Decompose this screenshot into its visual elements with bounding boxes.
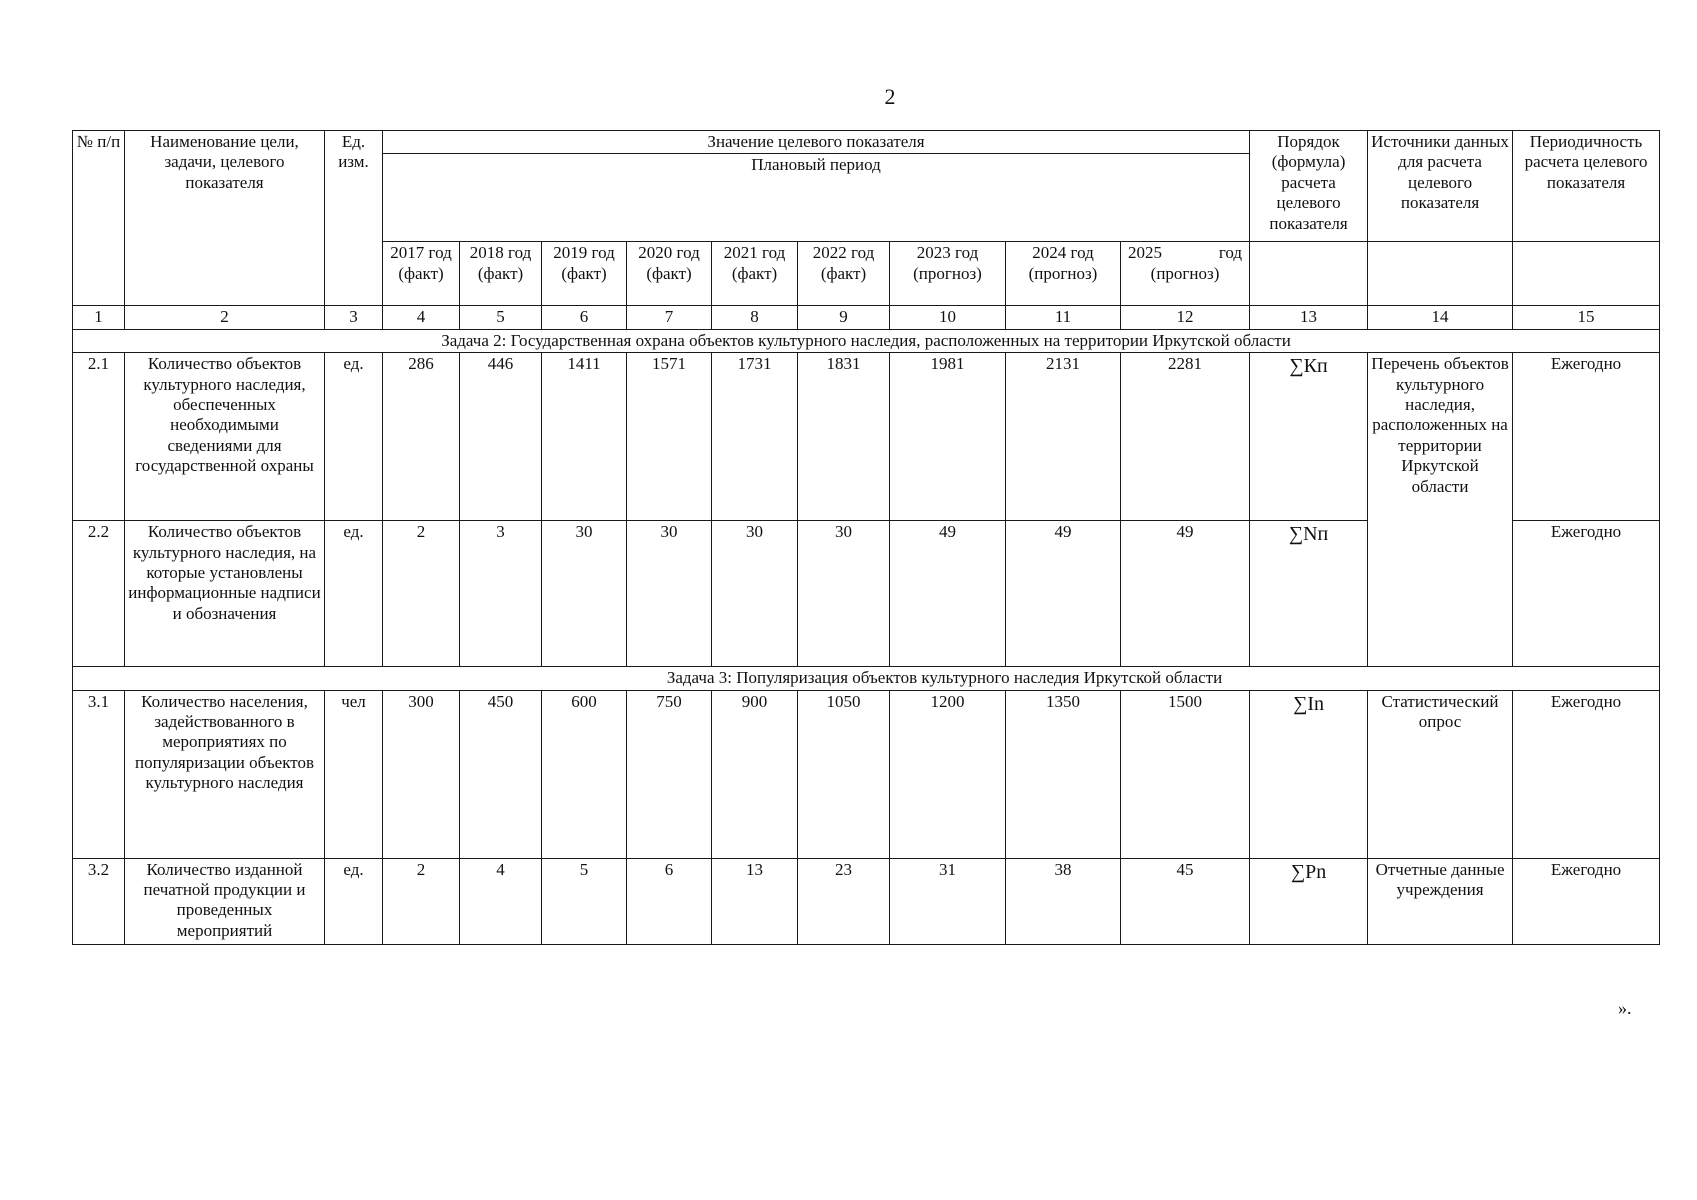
year-2021: 2021 год (факт) bbox=[712, 242, 798, 306]
header-name: Наименование цели, задачи, целевого показателя bbox=[125, 131, 325, 306]
task3-title-row bbox=[73, 667, 1660, 690]
row-formula: ∑Nп bbox=[1250, 521, 1368, 667]
row-no: 2.1 bbox=[73, 353, 125, 521]
row-unit: ед. bbox=[325, 353, 383, 521]
row-source: Статистический опрос bbox=[1368, 690, 1513, 858]
header-planned-period: Плановый период bbox=[383, 154, 1250, 242]
row-name: Количество объектов культурного наследия, обеспеченных необходимыми сведениями для государственной охраны bbox=[125, 353, 325, 521]
year-2017: 2017 год (факт) bbox=[383, 242, 460, 306]
row-periodicity: Ежегодно bbox=[1513, 353, 1660, 521]
row-unit: чел bbox=[325, 690, 383, 858]
table-row: 3.1 Количество населения, задействованного в мероприятиях по популяризации объектов культурного наследия чел 300 450 600 750 900 1050 1200 1350 1500 ∑In Статистический опрос Ежегодно bbox=[73, 690, 1660, 858]
row-formula: ∑Кп bbox=[1250, 353, 1368, 521]
header-formula: Порядок (формула) расчета целевого показателя bbox=[1250, 131, 1368, 242]
row-unit: ед. bbox=[325, 858, 383, 944]
row-name: Количество объектов культурного наследия, на которые установлены информационные надписи и обозначения bbox=[125, 521, 325, 667]
task2-title: Задача 2: Государственная охрана объектов культурного наследия, расположенных на территории Иркутской области bbox=[73, 329, 1660, 352]
task3-title: Задача 3: Популяризация объектов культурного наследия Иркутской области bbox=[73, 667, 1660, 690]
header-value-title: Значение целевого показателя bbox=[383, 131, 1250, 154]
row-periodicity: Ежегодно bbox=[1513, 858, 1660, 944]
task2-title-row bbox=[73, 329, 1660, 352]
header-sources-blank bbox=[1368, 242, 1513, 306]
closing-quote: ». bbox=[1618, 998, 1632, 1018]
row-no: 3.2 bbox=[73, 858, 125, 944]
column-numbers-row: 1 2 3 4 5 6 7 8 9 10 11 12 13 14 15 bbox=[73, 306, 1660, 329]
header-periodicity-blank bbox=[1513, 242, 1660, 306]
year-2024: 2024 год (прогноз) bbox=[1006, 242, 1121, 306]
row-name: Количество населения, задействованного в мероприятиях по популяризации объектов культурного наследия bbox=[125, 690, 325, 858]
header-no: № п/п bbox=[73, 131, 125, 306]
year-2022: 2022 год (факт) bbox=[798, 242, 890, 306]
row-formula: ∑In bbox=[1250, 690, 1368, 858]
header-row-1 bbox=[73, 131, 1660, 154]
task2-source: Перечень объектов культурного наследия, расположенных на территории Иркутской области bbox=[1368, 353, 1513, 667]
row-name: Количество изданной печатной продукции и проведенных мероприятий bbox=[125, 858, 325, 944]
row-source: Отчетные данные учреждения bbox=[1368, 858, 1513, 944]
target-indicators-table bbox=[72, 130, 1660, 945]
row-periodicity: Ежегодно bbox=[1513, 690, 1660, 858]
header-sources: Источники данных для расчета целевого показателя bbox=[1368, 131, 1513, 242]
row-unit: ед. bbox=[325, 521, 383, 667]
header-unit: Ед. изм. bbox=[325, 131, 383, 306]
year-2020: 2020 год (факт) bbox=[627, 242, 712, 306]
year-2018: 2018 год (факт) bbox=[460, 242, 542, 306]
table-row: 2.1 Количество объектов культурного наследия, обеспеченных необходимыми сведениями для государственной охраны ед. 286 446 1411 1571 1731 1831 1981 2131 2281 ∑Кп Перечень объектов культурного наследия, расположенных на территории Иркутской области Ежегодно bbox=[73, 353, 1660, 521]
header-periodicity: Периодичность расчета целевого показателя bbox=[1513, 131, 1660, 242]
table-row: 3.2 Количество изданной печатной продукции и проведенных мероприятий ед. 2 4 5 6 13 23 31 38 45 ∑Pn Отчетные данные учреждения Ежегодно bbox=[73, 858, 1660, 944]
year-2019: 2019 год (факт) bbox=[542, 242, 627, 306]
header-formula-blank bbox=[1250, 242, 1368, 306]
row-no: 2.2 bbox=[73, 521, 125, 667]
row-no: 3.1 bbox=[73, 690, 125, 858]
row-periodicity: Ежегодно bbox=[1513, 521, 1660, 667]
year-2025: 2025 год (прогноз) bbox=[1121, 242, 1250, 306]
page-number: 2 bbox=[884, 84, 896, 109]
year-2023: 2023 год (прогноз) bbox=[890, 242, 1006, 306]
table-row: 2.2 Количество объектов культурного наследия, на которые установлены информационные надписи и обозначения ед. 2 3 30 30 30 30 49 49 49 ∑Nп Ежегодно bbox=[73, 521, 1660, 667]
row-formula: ∑Pn bbox=[1250, 858, 1368, 944]
